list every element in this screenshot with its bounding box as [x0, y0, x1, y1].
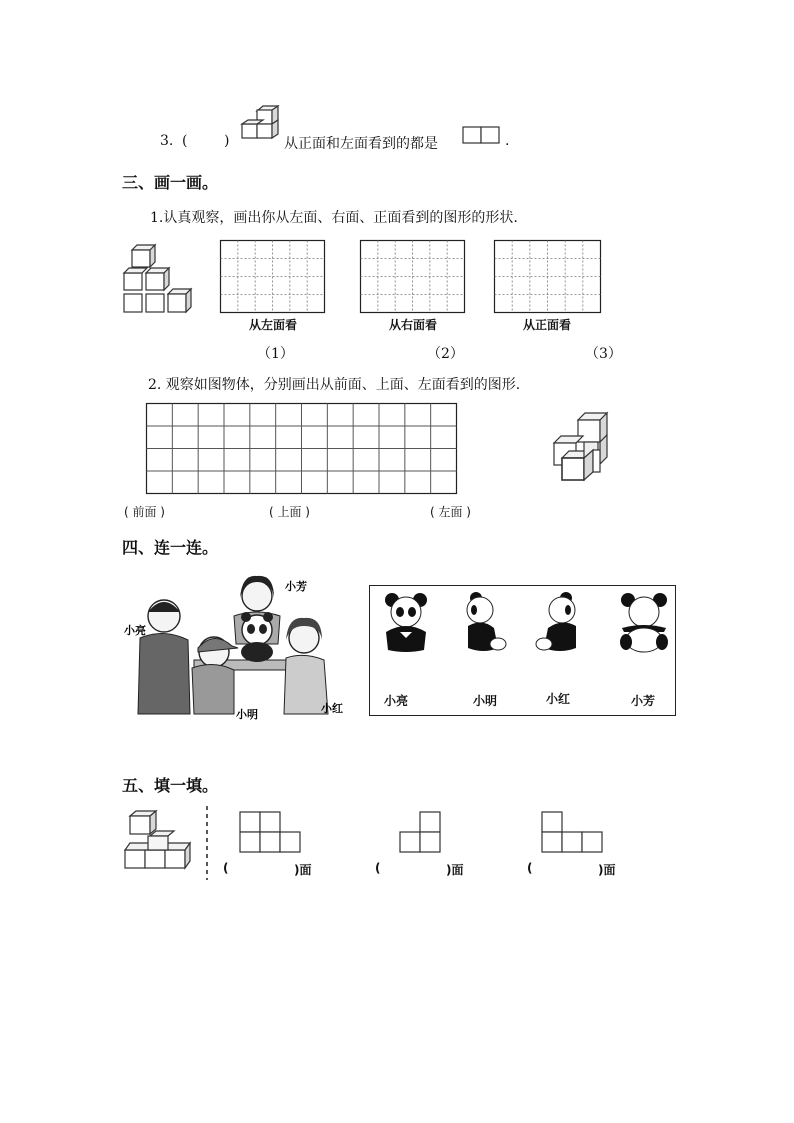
view-label-left: ( 左面 )	[430, 505, 471, 519]
q1-cube-figure	[122, 244, 198, 320]
number-1: （1）	[257, 346, 294, 362]
kid-label-xiaoming: 小明	[236, 708, 258, 721]
kids-illustration	[122, 568, 357, 720]
blank-3-open: (	[527, 861, 533, 875]
q3-cube-figure	[240, 104, 284, 148]
q3-paren-close: )	[224, 133, 230, 149]
q3-period: .	[505, 133, 510, 149]
panda-label-3: 小红	[546, 692, 571, 706]
caption-right-view: 从右面看	[389, 318, 438, 332]
q3-question-text: 从正面和左面看到的都是	[284, 136, 438, 152]
section3-q2-text: 2. 观察如图物体，分别画出从前面、上面、左面看到的图形.	[148, 377, 521, 393]
grid-left-view[interactable]	[220, 240, 326, 314]
blank-3-close: )面	[598, 863, 616, 877]
divider-dashed	[205, 806, 209, 880]
panda-other-side-icon	[534, 592, 584, 654]
blank-1-close: )面	[294, 863, 312, 877]
q5-cube-figure	[122, 810, 192, 872]
blank-2-open: (	[375, 861, 381, 875]
blank-2-close: )面	[446, 863, 464, 877]
caption-left-view: 从左面看	[249, 318, 298, 332]
q3-number: 3.	[160, 133, 174, 149]
section3-title: 三、画一画。	[122, 173, 219, 192]
shape-view-2	[398, 810, 444, 854]
panda-label-4: 小芳	[631, 694, 656, 708]
section5-title: 五、填一填。	[122, 776, 219, 795]
view-label-top: ( 上面 )	[269, 505, 310, 519]
shape-view-3	[540, 810, 608, 854]
number-2: （2）	[427, 346, 464, 362]
shape-view-1	[238, 810, 304, 854]
grid-front-view[interactable]	[494, 240, 602, 314]
q2-cube-figure	[552, 412, 618, 494]
grid-three-views[interactable]	[146, 403, 458, 495]
section4-title: 四、连一连。	[122, 538, 219, 557]
panda-label-2: 小明	[473, 694, 498, 708]
section3-q1-text: 1.认真观察，画出你从左面、右面、正面看到的图形的形状.	[150, 210, 518, 226]
kid-label-xiaohong: 小红	[321, 702, 343, 715]
grid-right-view[interactable]	[360, 240, 466, 314]
panda-side-icon	[460, 592, 510, 654]
view-label-front: ( 前面 )	[124, 505, 165, 519]
panda-back-icon	[618, 592, 670, 654]
q3-paren-open: (	[182, 133, 188, 149]
kid-label-xiaoliang: 小亮	[124, 624, 146, 637]
kid-label-xiaofang: 小芳	[285, 580, 307, 593]
panda-front-icon	[380, 592, 432, 654]
q3-answer-shape	[462, 126, 502, 146]
number-3: （3）	[585, 346, 622, 362]
caption-front-view: 从正面看	[523, 318, 572, 332]
panda-label-1: 小亮	[384, 694, 409, 708]
blank-1-open: (	[223, 861, 229, 875]
